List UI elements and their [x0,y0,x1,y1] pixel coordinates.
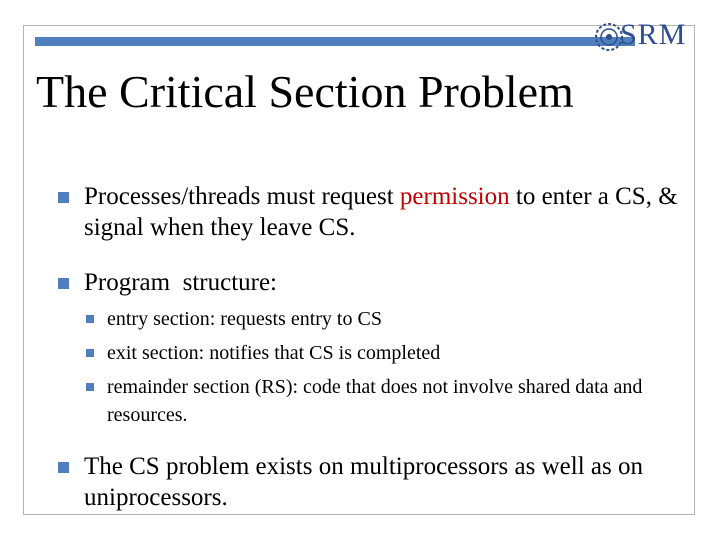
square-bullet-icon [58,462,69,473]
square-bullet-icon [58,278,69,289]
square-bullet-icon [86,315,94,323]
bullet-highlight: permission [399,183,510,210]
title-accent-bar [35,37,635,46]
bullet-text: The CS problem exists on multiprocessors as well as on uniprocessors. [84,453,643,511]
sub-bullet-entry [107,305,677,333]
square-bullet-icon [86,349,94,357]
sub-bullet-text: remainder section (RS): code that does not involve shared data and resources. [107,376,643,426]
logo-mark [687,53,691,60]
bullet-text-after: to enter a CS, & signal when they leave CS. [84,183,678,241]
bullet-permission [84,181,684,243]
square-bullet-icon [58,192,69,203]
srm-logo [590,20,700,72]
sub-bullet-remainder [107,373,677,429]
logo-text: SRM [620,20,687,51]
bullet-text: Program structure: [84,269,278,296]
bullet-multiprocessors [84,451,684,513]
bullet-program-structure [84,267,684,298]
sub-bullet-text: entry section: requests entry to CS [107,308,382,330]
slide-title: The Critical Section Problem [36,66,574,117]
sub-bullet-exit [107,339,677,367]
sub-bullet-text: exit section: notifies that CS is completed [107,342,441,364]
bullet-text-before: Processes/threads must request [84,183,400,210]
square-bullet-icon [86,383,94,391]
